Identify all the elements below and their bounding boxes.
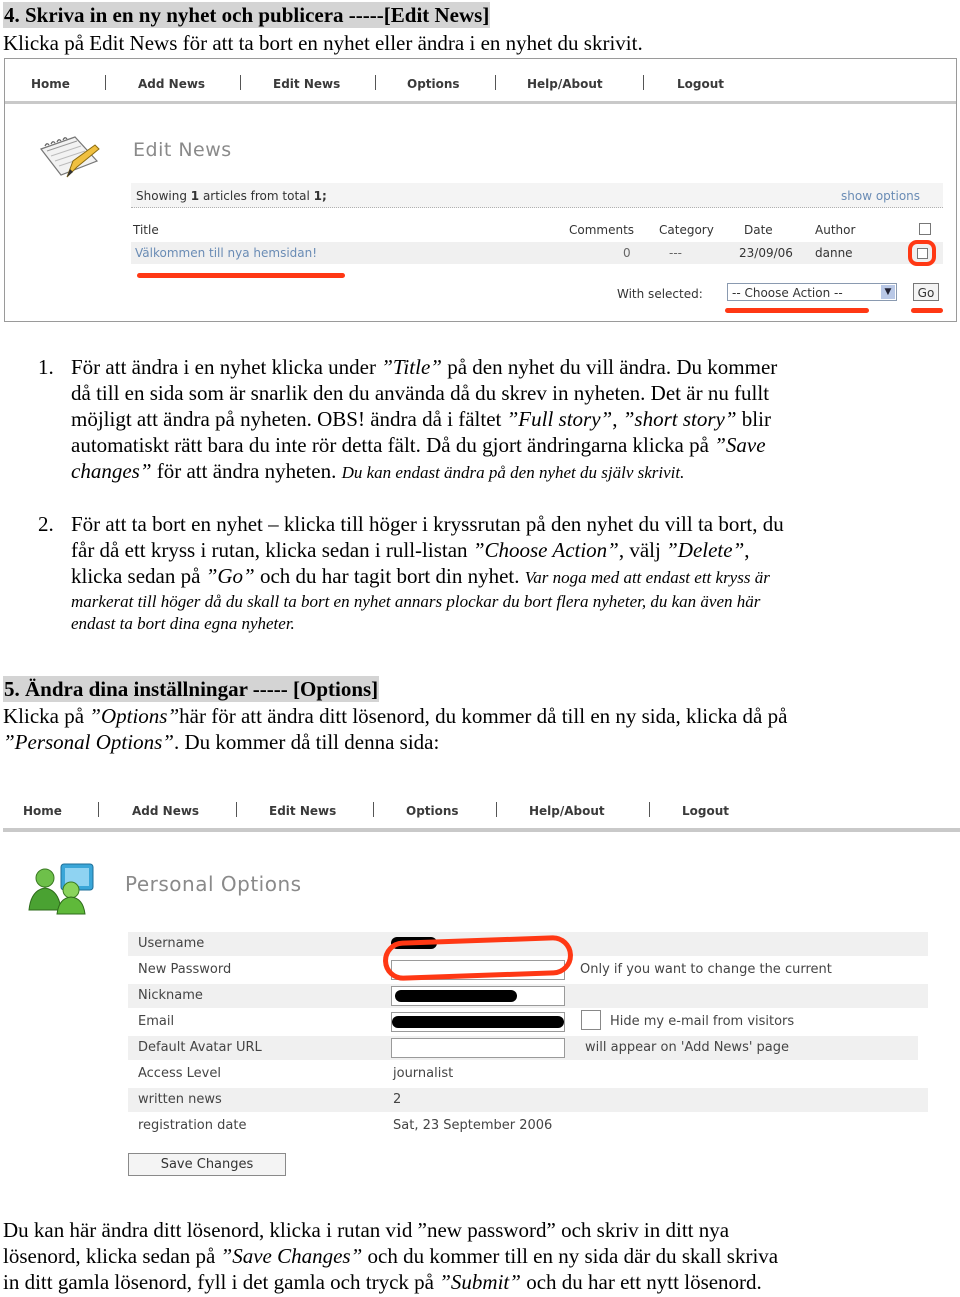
notepad-pencil-icon <box>37 131 101 181</box>
col-author: Author <box>815 223 856 237</box>
list-item-2: För att ta bort en nyhet – klicka till höger i kryssrutan på den nyhet du vill ta bort, du får då ett kryss i rutan, klicka sedan i rull-listan ”Choose Action”, välj ”Delete”, klicka sedan på ”Go” och du har tagit bort din nyhet. Var noga med att endast ett kryss är markerat till höger då du skall ta bort en nyhet annars plockar du bort flera nyheter, du kan även här endast ta bort dina egna nyheter. <box>71 512 784 633</box>
showing-summary: Showing 1 articles from total 1; <box>136 189 327 203</box>
access-level-label: Access Level <box>138 1066 221 1081</box>
go-underline <box>911 308 943 313</box>
new-password-label: New Password <box>138 962 232 977</box>
show-options-link[interactable]: show options <box>841 189 921 203</box>
registration-date-label: registration date <box>138 1118 247 1133</box>
col-date: Date <box>744 223 773 237</box>
save-changes-button[interactable]: Save Changes <box>128 1153 286 1176</box>
nav-options[interactable]: Options <box>407 77 460 91</box>
chevron-down-icon: ▼ <box>881 285 895 299</box>
email-label: Email <box>138 1014 175 1029</box>
nav-add-news[interactable]: Add News <box>138 77 206 91</box>
nav2-add-news[interactable]: Add News <box>132 804 200 818</box>
select-all-checkbox[interactable] <box>919 223 931 235</box>
action-underline <box>725 308 869 313</box>
title-underline <box>137 273 345 278</box>
written-news-value: 2 <box>393 1092 402 1107</box>
nav-home[interactable]: Home <box>31 77 70 91</box>
section4-heading: 4. Skriva in en ny nyhet och publicera -----[Edit News] <box>4 3 490 27</box>
nav2-home[interactable]: Home <box>23 804 62 818</box>
email-redacted <box>392 1016 564 1028</box>
written-news-label: written news <box>138 1092 222 1107</box>
nav2-help-about[interactable]: Help/About <box>529 804 605 818</box>
col-category: Category <box>659 223 714 237</box>
personal-options-title: Personal Options <box>125 872 302 896</box>
nav2-options[interactable]: Options <box>406 804 459 818</box>
nav-edit-news[interactable]: Edit News <box>273 77 341 91</box>
section5-intro: Klicka på ”Options”här för att ändra ditt lösenord, du kommer då till en ny sida, klicka då på ”Personal Options”. Du kommer då till denna sida: <box>3 704 788 754</box>
nav-logout[interactable]: Logout <box>677 77 725 91</box>
nickname-redacted <box>395 990 517 1002</box>
password-hint: Only if you want to change the current <box>580 962 832 977</box>
edit-news-title: Edit News <box>133 139 232 161</box>
choose-action-select[interactable]: -- Choose Action -- ▼ <box>727 283 897 301</box>
row-date: 23/09/06 <box>739 246 793 260</box>
row-category: --- <box>669 246 682 260</box>
row-checkbox[interactable] <box>917 248 928 259</box>
username-label: Username <box>138 936 205 951</box>
nav-help-about[interactable]: Help/About <box>527 77 603 91</box>
section4-intro: Klicka på Edit News för att ta bort en nyhet eller ändra i en nyhet du skrivit. <box>3 31 643 55</box>
hide-email-label: Hide my e-mail from visitors <box>610 1014 795 1029</box>
edit-news-screenshot <box>4 58 957 322</box>
news-title-link[interactable]: Välkommen till nya hemsidan! <box>135 246 318 260</box>
hide-email-checkbox[interactable] <box>581 1010 601 1030</box>
list-number-2: 2. <box>38 512 54 536</box>
go-button[interactable]: Go <box>913 283 939 301</box>
nav-bar-2 <box>3 790 960 832</box>
avatar-hint: will appear on 'Add News' page <box>585 1040 790 1055</box>
outro-paragraph: Du kan här ändra ditt lösenord, klicka i rutan vid ”new password” och skriv in ditt nya lösenord, klicka sedan på ”Save Changes” och du kommer till en ny sida där du skall skriva in ditt gamla lösenord, fyll i det gamla och tryck på ”Submit” och du har ett nytt lösenord. <box>3 1218 779 1294</box>
registration-date-value: Sat, 23 September 2006 <box>393 1118 553 1133</box>
nickname-label: Nickname <box>138 988 203 1003</box>
nav2-logout[interactable]: Logout <box>682 804 730 818</box>
personal-options-screenshot <box>3 790 960 1190</box>
row-comments: 0 <box>623 246 631 260</box>
access-level-value: journalist <box>393 1066 454 1081</box>
list-number-1: 1. <box>38 355 54 379</box>
avatar-url-label: Default Avatar URL <box>138 1040 262 1055</box>
col-title[interactable]: Title <box>133 223 159 237</box>
col-comments: Comments <box>569 223 635 237</box>
users-icon <box>27 862 101 916</box>
row-author: danne <box>815 246 853 260</box>
nav-bar <box>5 67 956 104</box>
password-highlight-circle <box>382 935 573 982</box>
avatar-url-input[interactable] <box>391 1038 565 1058</box>
with-selected-label: With selected: <box>617 287 703 301</box>
list-item-1: För att ändra i en nyhet klicka under ”Title” på den nyhet du vill ändra. Du kommer då till en sida som är snarlik den du använda då du skrev in nyheten. Det är nu fullt möjligt att ändra på nyheten. OBS! ändra då i fältet ”Full story”, ”short story” blir automatiskt rätt bara du inte rör detta fält. Då du gjort ändringarna klicka på ”Save changes” för att ändra nyheten. Du kan endast ändra på den nyhet du själv skrivit. <box>71 355 778 483</box>
section5-heading: 5. Ändra dina inställningar ----- [Options] <box>4 677 379 701</box>
nav2-edit-news[interactable]: Edit News <box>269 804 337 818</box>
